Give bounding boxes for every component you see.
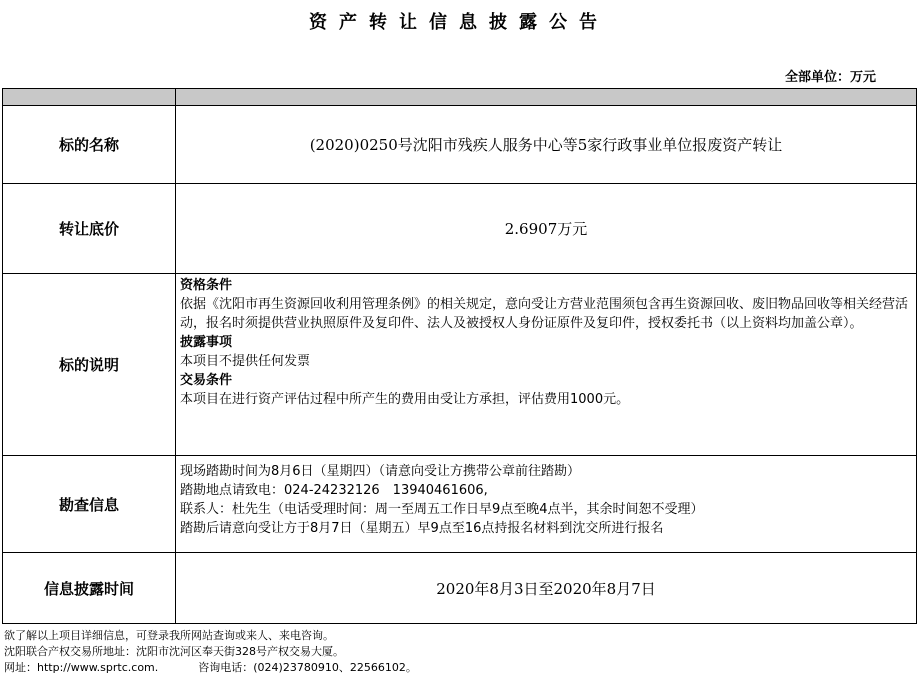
row-price bbox=[3, 184, 917, 274]
qualification-text: 依据《沈阳市再生资源回收利用管理条例》的相关规定，意向受让方营业范围须包含再生资源回收、废旧物品回收等相关经营活动，报名时须提供营业执照原件及复印件、法人及被授权人身份证原件及复印件，授权委托书（以上资料均加盖公章）。 bbox=[180, 297, 909, 331]
survey-line-register: 踏勘后请意向受让方于8月7日（星期五）早9点至16点持报名材料到沈交所进行报名 bbox=[180, 521, 664, 536]
page-title: 资产转让信息披露公告 bbox=[309, 12, 609, 33]
unit-label: 全部单位：万元 bbox=[784, 70, 876, 85]
name-label: 标的名称 bbox=[3, 106, 176, 184]
header-cell-right bbox=[176, 89, 917, 106]
price-value: 2.6907万元 bbox=[176, 184, 917, 274]
survey-line-time: 现场踏勘时间为8月6日（星期四）（请意向受让方携带公章前往踏勘） bbox=[180, 464, 581, 479]
disclosure-table bbox=[2, 88, 917, 624]
disclosure-text: 本项目不提供任何发票 bbox=[180, 354, 311, 369]
footer-line-inquiry: 欲了解以上项目详细信息，可登录我所网站查询或来人、来电咨询。 bbox=[4, 629, 334, 642]
trade-heading: 交易条件 bbox=[180, 373, 233, 388]
survey-cell bbox=[176, 456, 917, 553]
header-cell-left bbox=[3, 89, 176, 106]
description-label: 标的说明 bbox=[3, 274, 176, 456]
row-name bbox=[3, 106, 917, 184]
row-survey bbox=[3, 456, 917, 553]
trade-text: 本项目在进行资产评估过程中所产生的费用由受让方承担，评估费用1000元。 bbox=[180, 392, 630, 407]
qualification-heading: 资格条件 bbox=[180, 278, 233, 293]
period-label: 信息披露时间 bbox=[3, 553, 176, 624]
survey-line-contact: 联系人：杜先生（电话受理时间：周一至周五工作日早9点至晚4点半，其余时间恕不受理） bbox=[180, 502, 704, 517]
row-description bbox=[3, 274, 917, 456]
price-label: 转让底价 bbox=[3, 184, 176, 274]
period-value: 2020年8月3日至2020年8月7日 bbox=[176, 553, 917, 624]
footer-phone: 咨询电话：(024)23780910、22566102。 bbox=[198, 661, 417, 674]
footer-info bbox=[4, 628, 417, 676]
footer-line-address: 沈阳联合产权交易所地址：沈阳市沈河区奉天街328号产权交易大厦。 bbox=[4, 645, 344, 658]
survey-label: 勘查信息 bbox=[3, 456, 176, 553]
disclosure-heading: 披露事项 bbox=[180, 335, 233, 350]
description-cell bbox=[176, 274, 917, 456]
table-header-row bbox=[3, 89, 917, 106]
name-value: (2020)0250号沈阳市残疾人服务中心等5家行政事业单位报废资产转让 bbox=[176, 106, 917, 184]
row-period bbox=[3, 553, 917, 624]
footer-line-contact bbox=[4, 660, 417, 676]
survey-line-phone: 踏勘地点请致电：024-24232126 13940461606, bbox=[180, 483, 488, 498]
footer-website: 网址：http://www.sprtc.com. bbox=[4, 661, 159, 674]
